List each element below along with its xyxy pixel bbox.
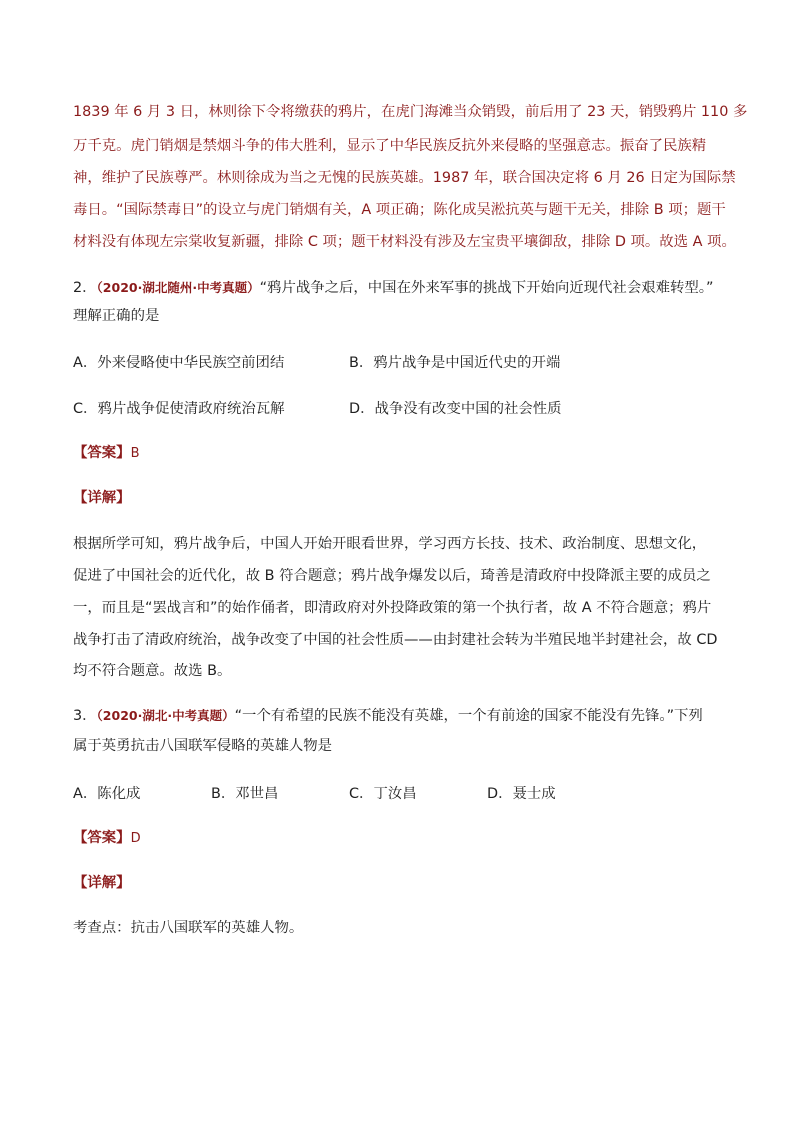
option-text: 战争没有改变中国的社会性质 [374, 401, 562, 417]
option-label: A． [73, 355, 98, 371]
option-text: 鸦片战争促使清政府统治瓦解 [97, 401, 285, 417]
option-text: 丁汝昌 [373, 786, 417, 802]
detail-text: 考查点：抗击八国联军的英雄人物。 [73, 920, 304, 936]
option-d [487, 782, 556, 803]
option-label: B． [211, 786, 236, 802]
explanation-line: 材料没有体现左宗棠收复新疆，排除 C 项；题干材料没有涉及左宝贵平壤御敌，排除 D 项。故选 A 项。 [73, 234, 736, 250]
question-source: （2020·湖北·中考真题） [96, 708, 235, 723]
question-stem-line2: 理解正确的是 [73, 308, 160, 324]
answer [73, 826, 141, 847]
option-text: 邓世昌 [235, 786, 279, 802]
option-b [349, 351, 560, 372]
option-label: D． [487, 786, 513, 802]
question-stem-text: “鸦片战争之后，中国在外来军事的挑战下开始向近现代社会艰难转型。” [259, 280, 714, 296]
detail-label: 【详解】 [73, 875, 131, 891]
detail-line: 促进了中国社会的近代化，故 B 符合题意；鸦片战争爆发以后，琦善是清政府中投降派主要的成员之 [73, 568, 711, 584]
explanation-line: 万千克。虎门销烟是禁烟斗争的伟大胜利，显示了中华民族反抗外来侵略的坚强意志。振奋了民族精 [73, 138, 707, 154]
detail-line: 均不符合题意。故选 B。 [73, 663, 232, 679]
answer-value: D [130, 831, 141, 846]
option-text: 聂士成 [512, 786, 556, 802]
option-d [349, 397, 562, 418]
detail-line: 战争打击了清政府统治，战争改变了中国的社会性质——由封建社会转为半殖民地半封建社会，故 CD [73, 632, 718, 648]
option-label: B． [349, 355, 374, 371]
option-a [73, 782, 140, 803]
option-c [73, 397, 285, 418]
option-text: 陈化成 [97, 786, 141, 802]
answer-value: B [130, 446, 140, 461]
option-text: 外来侵略使中华民族空前团结 [97, 355, 285, 371]
option-label: A． [73, 786, 98, 802]
option-label: D． [349, 401, 375, 417]
detail-line: 一，而且是“罢战言和”的始作俑者，即清政府对外投降政策的第一个执行者，故 A 不符合题意；鸦片 [73, 600, 712, 616]
explanation-line: 毒日。“国际禁毒日”的设立与虎门销烟有关，A 项正确；陈化成吴淞抗英与题干无关，排除 B 项；题干 [73, 202, 726, 218]
question-stem-line2: 属于英勇抗击八国联军侵略的英雄人物是 [73, 738, 333, 754]
answer-label: 【答案】 [73, 445, 131, 461]
explanation-line: 神，维护了民族尊严。林则徐成为当之无愧的民族英雄。1987 年，联合国决定将 6 月 26 日定为国际禁 [73, 170, 736, 186]
explanation-line: 1839 年 6 月 3 日，林则徐下令将缴获的鸦片，在虎门海滩当众销毁，前后用了 23 天，销毁鸦片 110 多 [73, 104, 748, 120]
option-b [211, 782, 278, 803]
question-number: 3． [73, 708, 97, 724]
answer [73, 441, 140, 462]
option-text: 鸦片战争是中国近代史的开端 [373, 355, 561, 371]
option-label: C． [349, 786, 374, 802]
question-stem [73, 276, 713, 297]
answer-label: 【答案】 [73, 830, 131, 846]
option-c [349, 782, 417, 803]
detail-label: 【详解】 [73, 490, 131, 506]
question-number: 2． [73, 280, 97, 296]
detail-line: 根据所学可知，鸦片战争后，中国人开始开眼看世界，学习西方长技、技术、政治制度、思想文化， [73, 536, 707, 552]
question-stem [73, 704, 703, 725]
option-a [73, 351, 284, 372]
question-source: （2020·湖北随州·中考真题） [96, 280, 260, 295]
question-stem-text: “一个有希望的民族不能没有英雄，一个有前途的国家不能没有先锋。”下列 [234, 708, 703, 724]
option-label: C． [73, 401, 98, 417]
